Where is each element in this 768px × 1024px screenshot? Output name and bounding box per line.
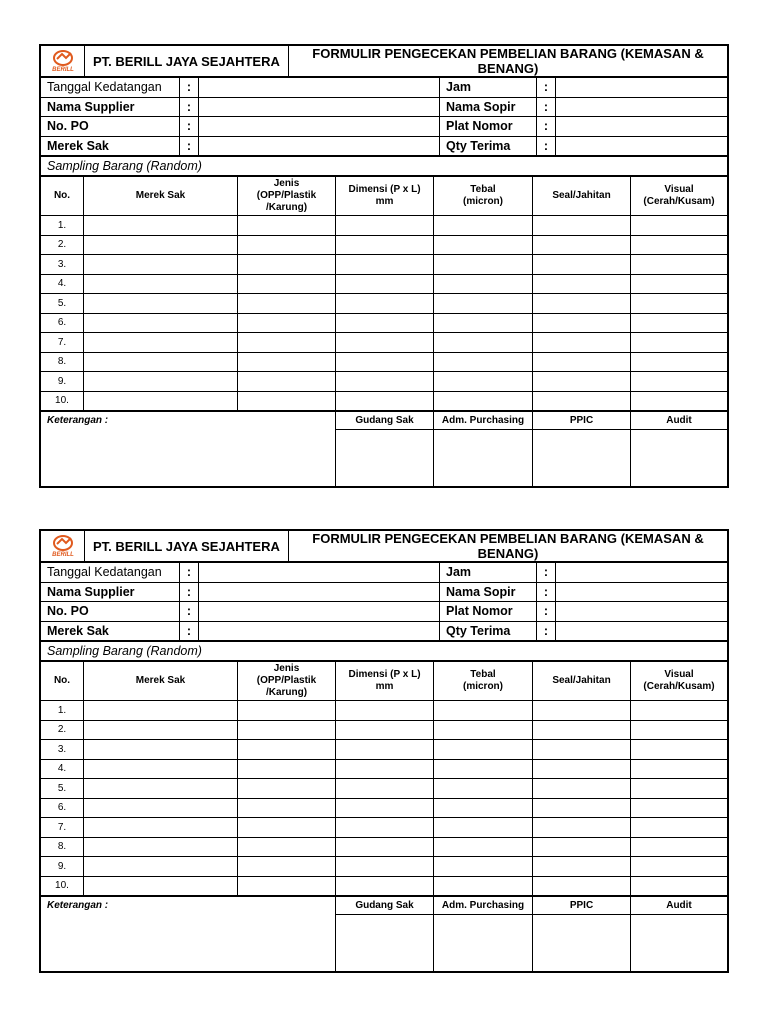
sig-box-ppic[interactable] <box>533 430 631 487</box>
field-qty-terima[interactable] <box>556 621 728 641</box>
svg-text:BERILL: BERILL <box>51 552 74 557</box>
col-jenis: Jenis (OPP/Plastik /Karung) <box>238 177 336 216</box>
form-title: FORMULIR PENGECEKAN PEMBELIAN BARANG (KEMASAN & BENANG) <box>289 46 728 77</box>
table-row: 1. <box>41 216 728 236</box>
table-row: 1. <box>41 701 728 721</box>
info-table <box>40 77 728 156</box>
info-row: Nama Supplier : Nama Sopir : <box>41 97 728 117</box>
col-dimensi: Dimensi (P x L) mm <box>336 177 434 216</box>
label-merek-sak: Merek Sak <box>41 621 180 641</box>
field-jam[interactable] <box>556 563 728 583</box>
info-row: Merek Sak : Qty Terima : <box>41 136 728 156</box>
table-row: 7. <box>41 333 728 353</box>
company-name: PT. BERILL JAYA SEJAHTERA <box>85 46 289 77</box>
label-nama-supplier: Nama Supplier <box>41 582 180 602</box>
table-row: 6. <box>41 798 728 818</box>
sampling-label: Sampling Barang (Random) <box>41 157 728 176</box>
table-row: 2. <box>41 235 728 255</box>
info-row: Nama Supplier : Nama Sopir : <box>41 582 728 602</box>
field-qty-terima[interactable] <box>556 136 728 156</box>
company-logo <box>41 531 85 562</box>
label-no-po: No. PO <box>41 117 180 137</box>
table-row: 4. <box>41 759 728 779</box>
info-table <box>40 562 728 641</box>
table-row: 5. <box>41 779 728 799</box>
table-row: 5. <box>41 294 728 314</box>
field-nama-sopir[interactable] <box>556 97 728 117</box>
table-row: 7. <box>41 818 728 838</box>
company-name: PT. BERILL JAYA SEJAHTERA <box>85 531 289 562</box>
keterangan-label: Keterangan : <box>47 415 109 426</box>
sampling-table <box>40 176 728 411</box>
table-row: 9. <box>41 857 728 877</box>
col-visual: Visual (Cerah/Kusam) <box>631 662 728 701</box>
label-plat-nomor: Plat Nomor <box>440 117 537 137</box>
sig-label-gudang-sak: Gudang Sak <box>336 412 434 430</box>
sig-label-audit: Audit <box>631 897 728 915</box>
form-header <box>40 530 728 562</box>
info-row: Tanggal Kedatangan : Jam : <box>41 563 728 583</box>
info-row: Merek Sak : Qty Terima : <box>41 621 728 641</box>
form-1 <box>39 44 729 488</box>
info-row: Tanggal Kedatangan : Jam : <box>41 78 728 98</box>
sig-label-adm-purchasing: Adm. Purchasing <box>434 897 533 915</box>
table-row: 10. <box>41 391 728 411</box>
label-jam: Jam <box>440 78 537 98</box>
field-jam[interactable] <box>556 78 728 98</box>
col-seal-jahitan: Seal/Jahitan <box>533 662 631 701</box>
field-tanggal-kedatangan[interactable] <box>199 563 440 583</box>
col-merek-sak: Merek Sak <box>84 662 238 701</box>
sampling-table-header <box>41 662 728 701</box>
info-row: No. PO : Plat Nomor : <box>41 117 728 137</box>
field-merek-sak[interactable] <box>199 136 440 156</box>
signature-section <box>40 896 728 972</box>
label-no-po: No. PO <box>41 602 180 622</box>
label-nama-sopir: Nama Sopir <box>440 97 537 117</box>
table-row: 3. <box>41 740 728 760</box>
field-nama-supplier[interactable] <box>199 97 440 117</box>
table-row: 8. <box>41 352 728 372</box>
col-visual: Visual (Cerah/Kusam) <box>631 177 728 216</box>
table-row: 3. <box>41 255 728 275</box>
field-nama-sopir[interactable] <box>556 582 728 602</box>
sig-label-gudang-sak: Gudang Sak <box>336 897 434 915</box>
table-row: 2. <box>41 720 728 740</box>
keterangan-label: Keterangan : <box>47 900 109 911</box>
col-dimensi: Dimensi (P x L) mm <box>336 662 434 701</box>
form-title: FORMULIR PENGECEKAN PEMBELIAN BARANG (KEMASAN & BENANG) <box>289 531 728 562</box>
col-tebal: Tebal (micron) <box>434 662 533 701</box>
label-plat-nomor: Plat Nomor <box>440 602 537 622</box>
table-row: 10. <box>41 876 728 896</box>
label-qty-terima: Qty Terima <box>440 621 537 641</box>
label-jam: Jam <box>440 563 537 583</box>
col-no: No. <box>41 177 84 216</box>
sig-label-audit: Audit <box>631 412 728 430</box>
table-row: 4. <box>41 274 728 294</box>
col-no: No. <box>41 662 84 701</box>
sampling-table <box>40 661 728 896</box>
sig-label-ppic: PPIC <box>533 412 631 430</box>
label-tanggal-kedatangan: Tanggal Kedatangan <box>41 78 180 98</box>
sampling-label: Sampling Barang (Random) <box>41 642 728 661</box>
info-row: No. PO : Plat Nomor : <box>41 602 728 622</box>
sig-label-adm-purchasing: Adm. Purchasing <box>434 412 533 430</box>
field-no-po[interactable] <box>199 602 440 622</box>
col-jenis: Jenis (OPP/Plastik /Karung) <box>238 662 336 701</box>
label-tanggal-kedatangan: Tanggal Kedatangan <box>41 563 180 583</box>
sig-box-adm-purchasing[interactable] <box>434 915 533 972</box>
svg-text:BERILL: BERILL <box>51 67 74 72</box>
field-plat-nomor[interactable] <box>556 117 728 137</box>
col-tebal: Tebal (micron) <box>434 177 533 216</box>
sampling-section <box>40 641 728 661</box>
sig-box-ppic[interactable] <box>533 915 631 972</box>
form-2 <box>39 529 729 973</box>
sig-label-ppic: PPIC <box>533 897 631 915</box>
signature-section <box>40 411 728 487</box>
sig-box-gudang-sak[interactable] <box>336 430 434 487</box>
sampling-section <box>40 156 728 176</box>
keterangan-field[interactable] <box>41 897 336 972</box>
form-header <box>40 45 728 77</box>
sig-box-audit[interactable] <box>631 915 728 972</box>
field-no-po[interactable] <box>199 117 440 137</box>
field-nama-supplier[interactable] <box>199 582 440 602</box>
sig-box-gudang-sak[interactable] <box>336 915 434 972</box>
col-merek-sak: Merek Sak <box>84 177 238 216</box>
field-plat-nomor[interactable] <box>556 602 728 622</box>
sampling-table-header <box>41 177 728 216</box>
field-tanggal-kedatangan[interactable] <box>199 78 440 98</box>
sig-box-adm-purchasing[interactable] <box>434 430 533 487</box>
table-row: 8. <box>41 837 728 857</box>
company-logo <box>41 46 85 77</box>
label-qty-terima: Qty Terima <box>440 136 537 156</box>
label-nama-sopir: Nama Sopir <box>440 582 537 602</box>
label-nama-supplier: Nama Supplier <box>41 97 180 117</box>
field-merek-sak[interactable] <box>199 621 440 641</box>
table-row: 9. <box>41 372 728 392</box>
sig-box-audit[interactable] <box>631 430 728 487</box>
col-seal-jahitan: Seal/Jahitan <box>533 177 631 216</box>
label-merek-sak: Merek Sak <box>41 136 180 156</box>
table-row: 6. <box>41 313 728 333</box>
keterangan-field[interactable] <box>41 412 336 487</box>
